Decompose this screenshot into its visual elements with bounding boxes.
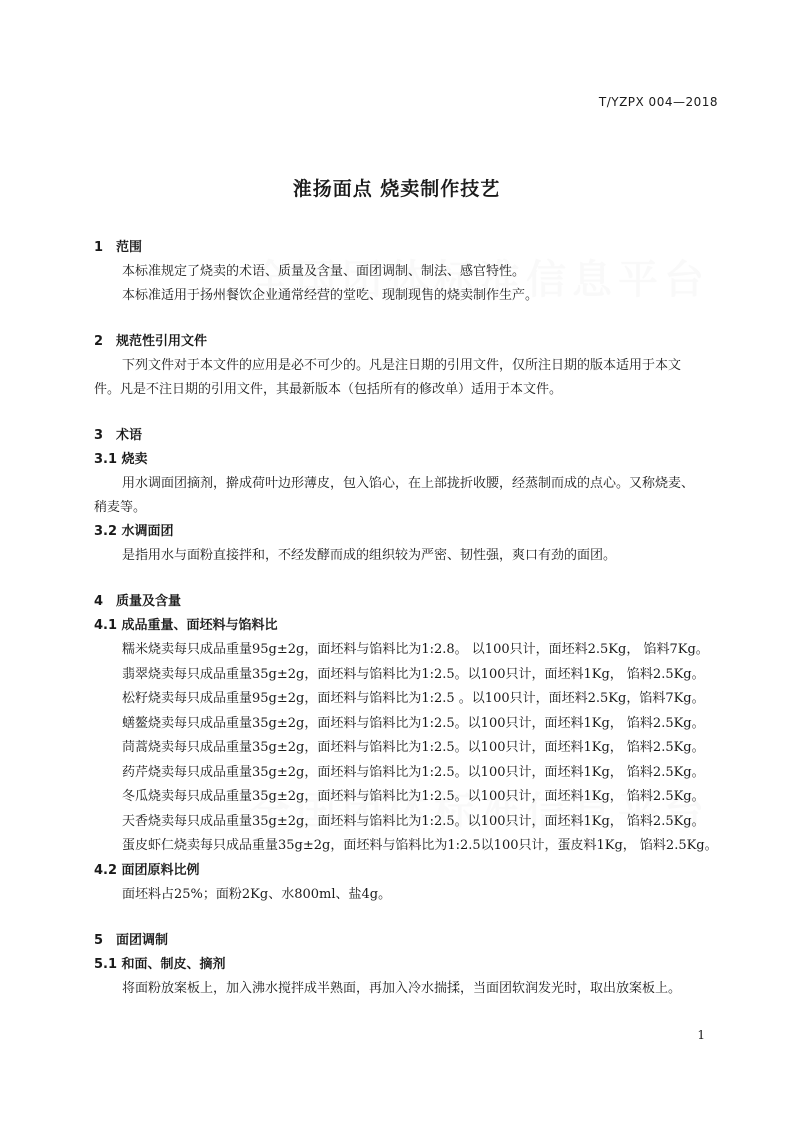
section-heading xyxy=(94,330,720,354)
paragraph: 件。凡是不注日期的引用文件，其最新版本（包括所有的修改单）适用于本文件。 xyxy=(94,382,563,397)
paragraph: 面坯料占25%；面粉2Kg、水800ml、盐4g。 xyxy=(122,886,392,902)
list-item: 糯米烧卖每只成品重量95g±2g，面坯料与馅料比为1:2.8。 以100只计，面坯料2.5Kg， 馅料7Kg。 xyxy=(122,642,709,657)
section-number: 1 xyxy=(94,240,104,255)
subsection-heading: 3.1 烧卖 xyxy=(94,452,148,467)
section-heading xyxy=(94,590,720,614)
list-item: 天香烧卖每只成品重量35g±2g，面坯料与馅料比为1:2.5。以100只计，面坯料1Kg， 馅料2.5Kg。 xyxy=(122,813,705,829)
paragraph: 是指用水与面粉直接拌和，不经发酵而成的组织较为严密、韧性强，爽口有劲的面团。 xyxy=(122,548,617,563)
paragraph: 下列文件对于本文件的应用是必不可少的。凡是注日期的引用文件，仅所注日期的版本适用于本文 xyxy=(122,358,682,373)
section-title: 范围 xyxy=(116,240,143,255)
section-title: 规范性引用文件 xyxy=(116,334,208,349)
paragraph: 本标准规定了烧卖的术语、质量及含量、面团调制、制法、感官特性。 xyxy=(122,264,526,279)
document-body xyxy=(94,236,720,1001)
paragraph: 将面粉放案板上，加入沸水搅拌成半熟面，再加入冷水揣揉，当面团软润发光时，取出放案板上。 xyxy=(122,980,682,996)
list-item: 药芹烧卖每只成品重量35g±2g，面坯料与馅料比为1:2.5。以100只计，面坯料1Kg， 馅料2.5Kg。 xyxy=(122,764,705,780)
list-item: 冬瓜烧卖每只成品重量35g±2g，面坯料与馅料比为1:2.5。以100只计，面坯料1Kg， 馅料2.5Kg。 xyxy=(122,789,705,804)
section-title: 术语 xyxy=(116,428,143,443)
paragraph: 用水调面团摘剂，擀成荷叶边形薄皮，包入馅心，在上部拢折收腰，经蒸制而成的点心。又称烧麦、 xyxy=(122,476,695,491)
section-heading xyxy=(94,424,720,448)
list-item: 翡翠烧卖每只成品重量35g±2g，面坯料与馅料比为1:2.5。以100只计，面坯料1Kg， 馅料2.5Kg。 xyxy=(122,666,705,682)
section-title: 质量及含量 xyxy=(116,594,182,609)
list-item: 松籽烧卖每只成品重量95g±2g，面坯料与馅料比为1:2.5 。以100只计，面坯料2.5Kg，馅料7Kg。 xyxy=(122,691,705,706)
list-item: 蛋皮虾仁烧卖每只成品重量35g±2g，面坯料与馅料比为1:2.5以100只计，蛋皮料1Kg， 馅料2.5Kg。 xyxy=(122,838,718,853)
section-title: 面团调制 xyxy=(116,932,169,948)
document-code: T/YZPX 004—2018 xyxy=(598,95,718,109)
list-item: 蟮鳌烧卖每只成品重量35g±2g，面坯料与馅料比为1:2.5。以100只计，面坯料1Kg， 馅料2.5Kg。 xyxy=(122,715,705,731)
subsection-heading: 3.2 水调面团 xyxy=(94,524,174,539)
subsection-heading: 5.1 和面、制皮、摘剂 xyxy=(94,956,226,972)
page-number: 1 xyxy=(697,1028,705,1042)
section-heading xyxy=(94,929,720,953)
section-number: 3 xyxy=(94,428,104,443)
section-heading xyxy=(94,236,720,260)
subsection-heading: 4.2 面团原料比例 xyxy=(94,862,200,878)
paragraph: 本标准适用于扬州餐饮企业通常经营的堂吃、现制现售的烧卖制作生产。 xyxy=(122,288,539,303)
section-number: 4 xyxy=(94,594,104,609)
page-title: 淮扬面点 烧卖制作技艺 xyxy=(292,178,501,200)
list-item: 茼蒿烧卖每只成品重量35g±2g，面坯料与馅料比为1:2.5。以100只计，面坯料1Kg， 馅料2.5Kg。 xyxy=(122,740,705,755)
section-number: 5 xyxy=(94,932,104,948)
section-number: 2 xyxy=(94,334,104,349)
paragraph: 稍麦等。 xyxy=(94,500,147,515)
subsection-heading: 4.1 成品重量、面坯料与馅料比 xyxy=(94,618,278,633)
